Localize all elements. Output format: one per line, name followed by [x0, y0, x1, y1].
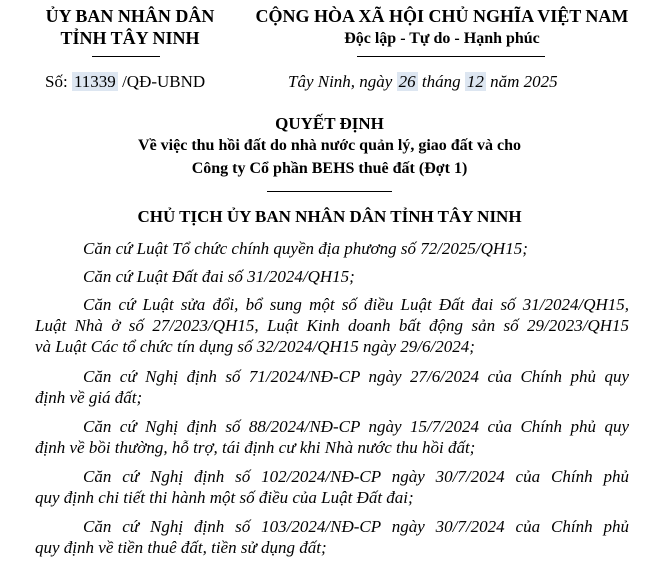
motto-underline: [357, 56, 545, 57]
subject-line-2: Công ty Cổ phần BEHS thuê đất (Đợt 1): [191, 160, 468, 177]
legal-basis-3: [35, 294, 629, 357]
issuing-authority: CHỦ TỊCH ỦY BAN NHÂN DÂN TỈNH TÂY NINH: [137, 207, 522, 226]
legal-basis-line: Căn cứ Luật Tổ chức chính quyền địa phương số 72/2025/QH15;: [83, 239, 528, 258]
national-title: CỘNG HÒA XÃ HỘI CHỦ NGHĨA VIỆT NAM: [255, 6, 629, 26]
legal-basis-5: [35, 416, 629, 458]
subject-line-1: Về việc thu hồi đất do nhà nước quản lý, giao đất và cho: [138, 137, 521, 154]
document-type-title: QUYẾT ĐỊNH: [275, 114, 384, 133]
legal-basis-line: quy định chi tiết thi hành một số điều của Luật Đất đai;: [35, 488, 414, 507]
place-date: [288, 72, 558, 92]
agency-name-line1: ỦY BAN NHÂN DÂN: [45, 6, 215, 26]
legal-basis-line: quy định về tiền thuê đất, tiền sử dụng đất;: [35, 538, 327, 557]
agency-underline: [92, 56, 160, 57]
legal-basis-line: Luật Nhà ở số 27/2023/QH15, Luật Kinh doanh bất động sản số 29/2023/QH15: [35, 316, 629, 335]
legal-basis-1: [35, 238, 629, 259]
date-month-label: tháng: [417, 72, 465, 91]
legal-basis-line: Căn cứ Luật sửa đổi, bổ sung một số điều Luật Đất đai số 31/2024/QH15,: [83, 295, 629, 314]
legal-basis-line: Căn cứ Nghị định số 71/2024/NĐ-CP ngày 27/6/2024 của Chính phủ quy: [83, 367, 629, 386]
legal-basis-line: Căn cứ Nghị định số 103/2024/NĐ-CP ngày 30/7/2024 của Chính phủ: [83, 517, 629, 536]
legal-basis-line: và Luật Các tổ chức tín dụng số 32/2024/QH15 ngày 29/6/2024;: [35, 337, 475, 356]
legal-basis-4: [35, 366, 629, 408]
title-underline: [267, 191, 392, 192]
date-year-label: năm 2025: [485, 72, 558, 91]
legal-basis-line: định về bồi thường, hỗ trợ, tái định cư khi Nhà nước thu hồi đất;: [35, 438, 476, 457]
document-number-suffix: /QĐ-UBND: [117, 72, 206, 91]
national-motto: Độc lập - Tự do - Hạnh phúc: [344, 30, 540, 47]
legal-basis-7: [35, 516, 629, 558]
legal-basis-2: [35, 266, 629, 287]
document-number-value[interactable]: 11339: [73, 72, 116, 91]
legal-basis-line: định về giá đất;: [35, 388, 143, 407]
place-date-prefix: Tây Ninh, ngày: [288, 72, 397, 91]
legal-basis-line: Căn cứ Luật Đất đai số 31/2024/QH15;: [83, 267, 355, 286]
date-month-field[interactable]: 12: [466, 72, 484, 91]
document-number: [45, 72, 205, 92]
document-number-prefix: Số:: [45, 72, 72, 91]
legal-basis-line: Căn cứ Nghị định số 102/2024/NĐ-CP ngày 30/7/2024 của Chính phủ: [83, 467, 629, 486]
date-day-field[interactable]: 26: [398, 72, 416, 91]
legal-basis-line: Căn cứ Nghị định số 88/2024/NĐ-CP ngày 15/7/2024 của Chính phủ quy: [83, 417, 629, 436]
legal-basis-6: [35, 466, 629, 508]
agency-name-line2: TỈNH TÂY NINH: [60, 28, 200, 48]
